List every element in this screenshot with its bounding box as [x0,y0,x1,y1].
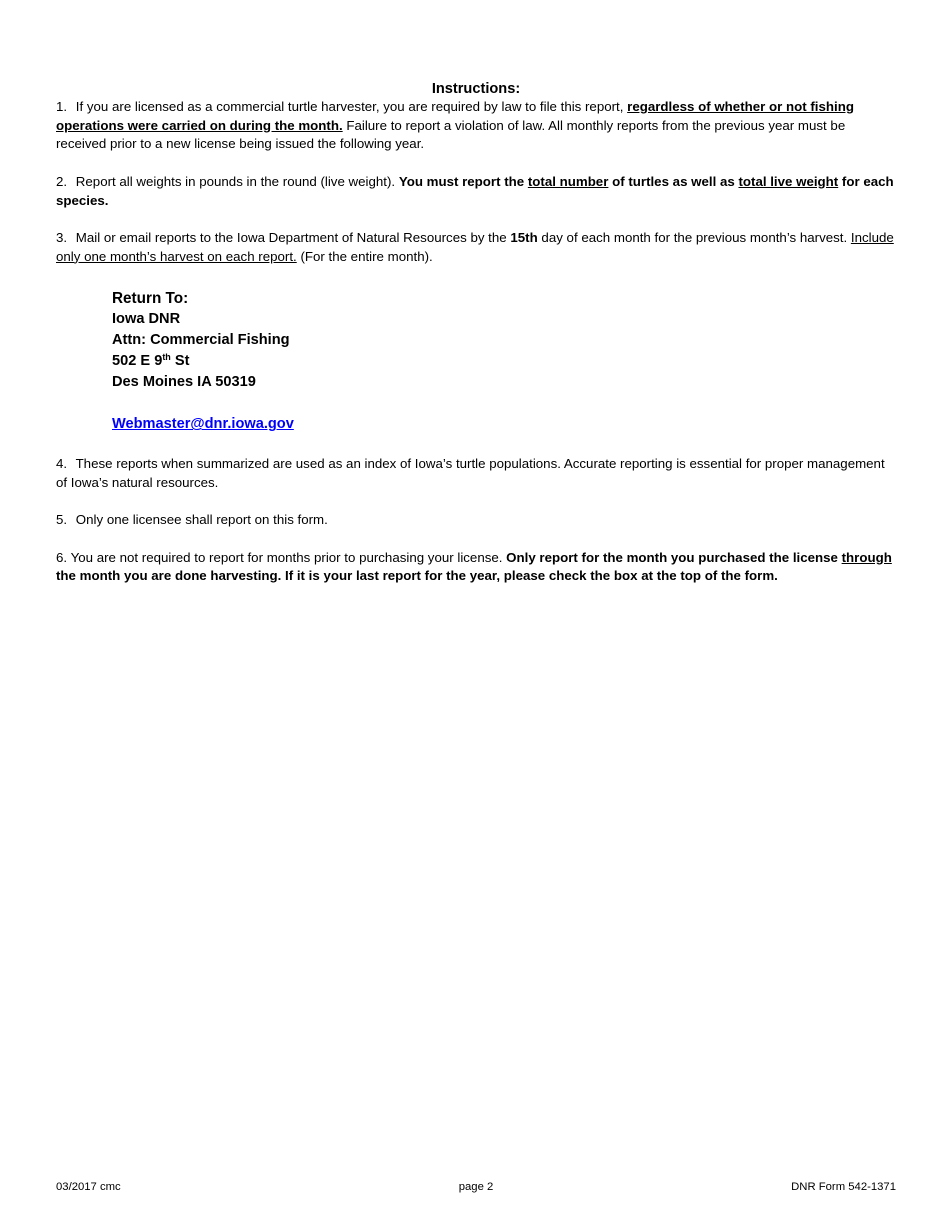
instruction-emphasis: the month you are done harvesting. If it is your last report for the year, please check the box at the top of the form. [56,568,778,584]
instruction-4 [56,455,896,492]
instruction-emphasis-underlined: total number [527,173,609,189]
instruction-number: 2. [56,173,68,189]
address-line [112,351,896,372]
address-line: Attn: Commercial Fishing [112,332,290,349]
instruction-emphasis: of turtles as well as [612,173,735,189]
instruction-5 [56,511,896,530]
instruction-text: Report all weights in pounds in the round (live weight). [75,173,396,189]
instruction-number: 5. [56,512,68,528]
instruction-1 [56,98,896,154]
instruction-emphasis: Only report for the month you purchased the license [506,549,838,565]
instruction-emphasis: 15th [510,229,538,245]
instruction-emphasis: for each species. [56,173,894,208]
instruction-2 [56,173,896,210]
instruction-6 [56,549,896,586]
instruction-underlined: Include only one month’s harvest on each report. [56,229,894,264]
instruction-text: (For the entire month). [300,248,433,264]
instruction-text: Only one licensee shall report on this form. [75,512,328,528]
page-title: Instructions: [431,81,521,97]
instruction-emphasis: You must report the [398,173,525,189]
return-address [112,286,896,393]
address-street: 502 E 9 [112,353,163,370]
instruction-emphasis-underlined: through [841,549,892,565]
instruction-emphasis-underlined: total live weight [738,173,839,189]
address-ordinal: th [162,352,171,363]
footer-form-number: DNR Form 542-1371 [791,1181,896,1193]
email-line [112,414,896,435]
address-line: Iowa DNR [112,311,181,328]
instruction-text: day of each month for the previous month’s harvest. [541,229,848,245]
instruction-text: These reports when summarized are used as an index of Iowa’s turtle populations. Accurate reporting is essential for proper management of Iowa’s natural resources. [56,456,885,490]
instruction-text: If you are licensed as a commercial turtle harvester, you are required by law to file this report, [75,99,624,114]
address-line: Des Moines IA 50319 [112,374,256,391]
instruction-number: 4. [56,456,68,472]
instruction-number: 1. [56,99,68,114]
address-street-suffix: St [170,353,190,370]
instruction-text: Mail or email reports to the Iowa Department of Natural Resources by the [75,229,507,245]
email-link[interactable]: Webmaster@dnr.iowa.gov [112,416,294,433]
footer-revision-date: 03/2017 cmc [56,1181,121,1193]
instruction-number: 6. [56,549,68,565]
address-heading: Return To: [112,290,189,308]
instruction-text: Failure to report a violation of law. All monthly reports from the previous year must be received prior to a new license being issued the following year. [56,117,846,152]
instruction-number: 3. [56,229,68,245]
instruction-text: You are not required to report for months prior to purchasing your license. [70,549,503,565]
instruction-emphasis: regardless of whether or not fishing operations were carried on during the month. [56,99,854,133]
instructions-section [56,80,896,605]
footer-page-number: page 2 [458,1181,494,1193]
instruction-3 [56,229,896,266]
